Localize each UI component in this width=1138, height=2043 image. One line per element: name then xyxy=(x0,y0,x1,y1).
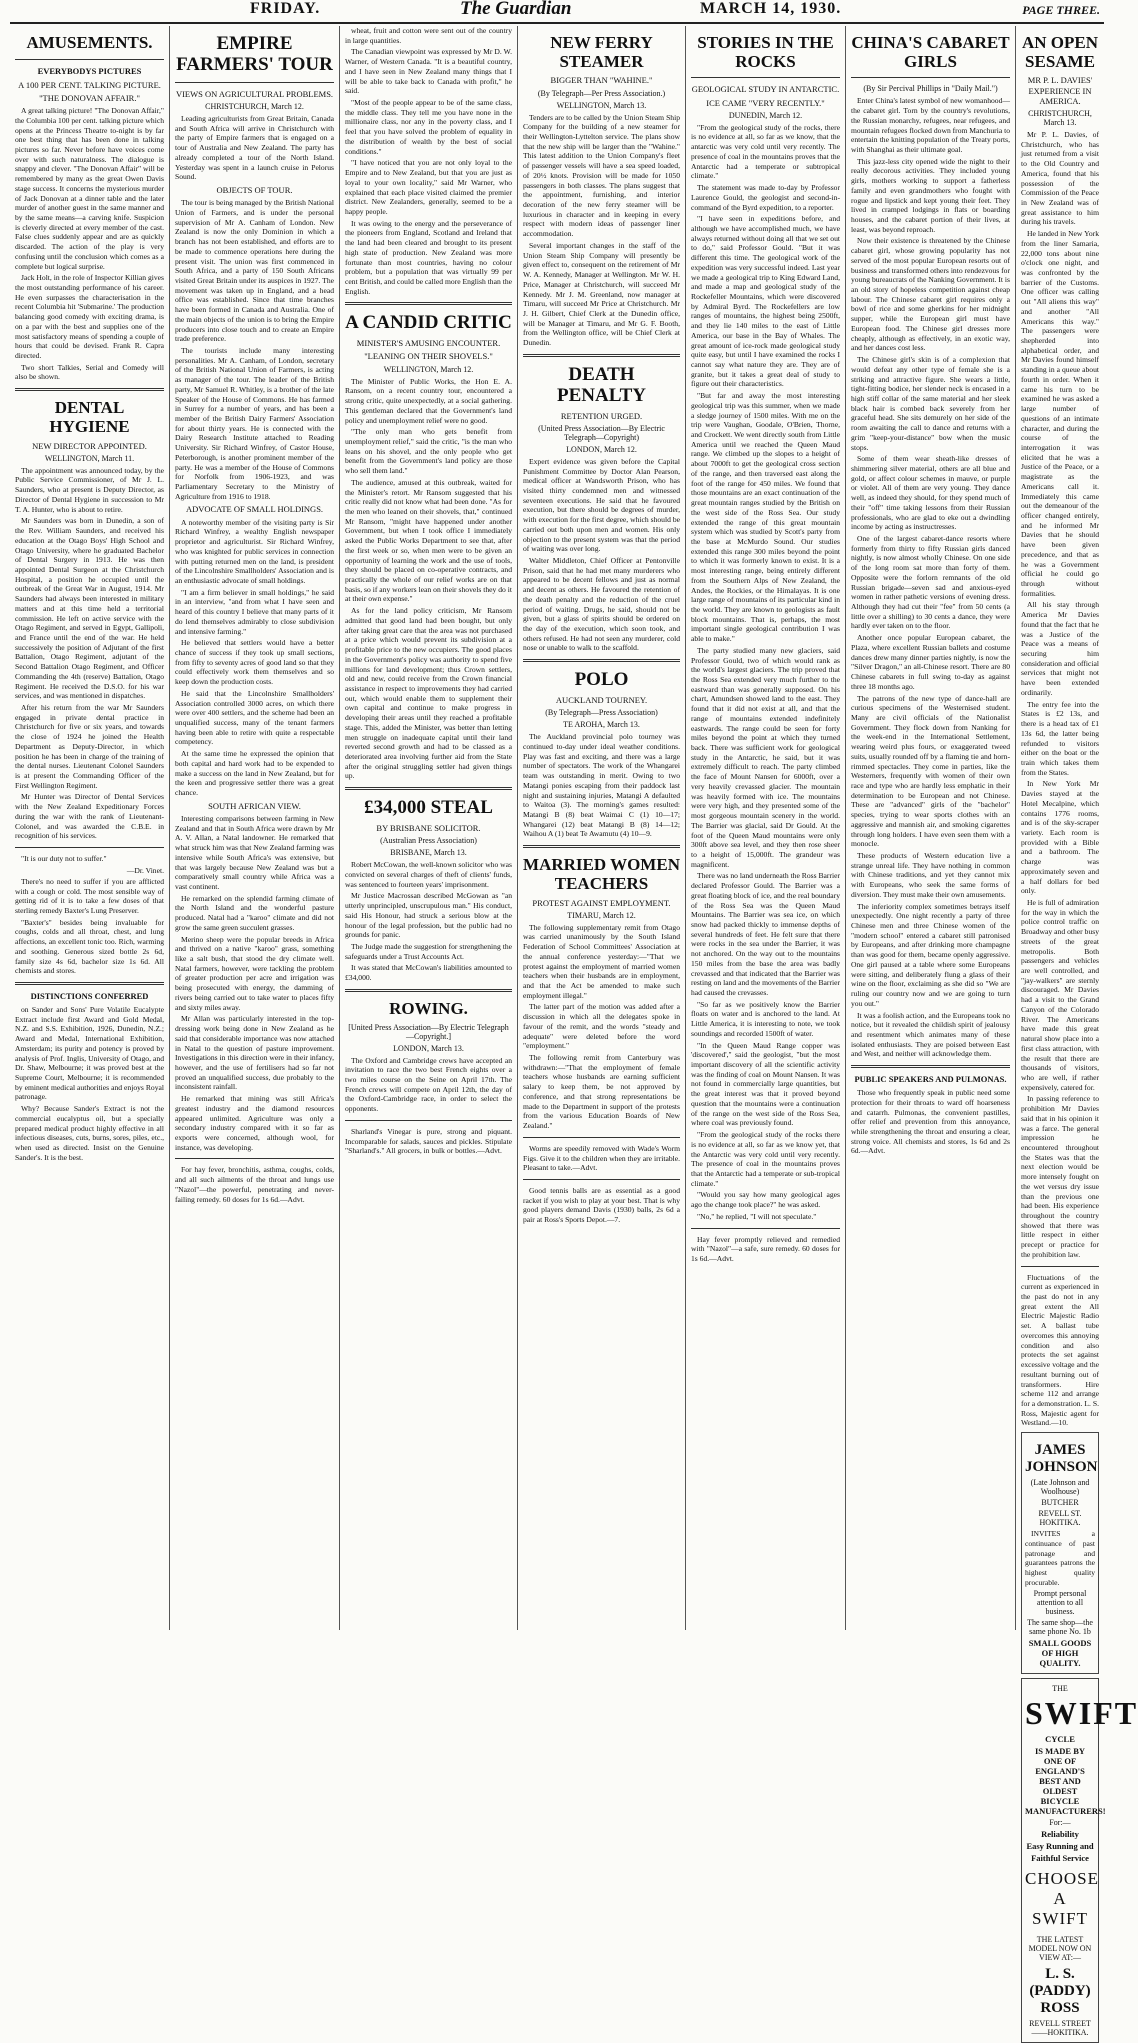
article-dateline: CHRISTCHURCH, March 13. xyxy=(1028,108,1092,127)
article-paragraph: The appointment was announced today, by the Public Service Commissioner, of Mr J. L. Saunders, who at present is Deputy Director, as Director of Dental Hygiene in succession to Mr T. A. Hunter, who is about to retire. xyxy=(15,465,164,514)
article-paragraph: The Oxford and Cambridge crews have accepted an invitation to race the two best French eights over a two miles course on the Seine on April 17th. The French crews will compete on April 12th, the day of the Oxford-Cambridge race, in order to select the opponents. xyxy=(345,1055,512,1114)
article-dateline: TE AROHA, March 13. xyxy=(563,720,640,730)
article-headline: A CANDID CRITIC xyxy=(345,312,512,334)
article-headline: CHINA'S CABARET GIRLS xyxy=(851,33,1010,71)
article-paragraph: In passing reference to prohibition Mr Davies said that in his opinion it was a farce. The general impression he encountered throughout the States was that the next election would be more intensely fought on the wet versus dry issue than the previous one had been. His experience throughout the country showed that there was little respect in either precept or practice for the prohibition law. xyxy=(1021,1094,1099,1259)
advertisement-paragraph: Those who frequently speak in public need some protection for their throats to ward off hoarseness and catarrh. Pulmonas, the convenient pastilles, offer relief and prevention from this annoyance, while strengthening the throat and ensuring a clear, strong voice. All chemists and stores, 1s 6d and 2s 6d.—Advt. xyxy=(851,1088,1010,1156)
article-dateline: DUNEDIN, March 12. xyxy=(728,110,803,120)
article-paragraph: Mr Allan was particularly interested in the top-dressing work being done in New Zealand as he said that considerable importance was now attached in Natal to the question of pasture improvement. Investigations in this direction were in their infancy, however, and the use of fertilisers had so far not proved an unqualified success, due probably to the inconsistent rainfall. xyxy=(175,1014,334,1092)
article-paragraph: Tenders are to be called by the Union Steam Ship Company for the building of a new steamer for their Wellington-Lyttelton service. The plans show that the new ship will be larger than the "Wahine." This latest addition to the Union Company's fleet of passenger vessels will have a sea speed loaded, of 20½ knots. Provision will be made for 1050 passengers in both classes. The plans suggest that the appointment, furnishing, and interior decoration of the new ferry steamer will be luxurious in character and in keeping in every respect with modern ideas of passenger liner accommodation. xyxy=(523,112,680,239)
advertisement-paragraph: Good tennis balls are as essential as a good racket if you wish to play at your best. That is why good players demand Davis (1930) balls, 2s 6d a pair at Ross's Sports Depot.—7. xyxy=(523,1185,680,1225)
article-paragraph: Mr Hunter was Director of Dental Services with the New Zealand Expeditionary Forces during the war with the rank of Lieutenant-Colonel, and was awarded the C.B.E. in recognition of his services. xyxy=(15,792,164,841)
article-paragraph: Walter Middleton, Chief Officer at Pentonville Prison, said that he had met many murderers who appeared to be decent fellows and just as normal and decent as others. He favoured the retention of the death penalty and the reduction of the cruel period of waiting. Drugs, he said, should not be given, but a glass of spirits should be ordered on the day of the execution, which soon took, and others refused. He had not seen any murderer, cold nose or unable to walk to the scaffold. xyxy=(523,555,680,653)
article-headline: MARRIED WOMEN TEACHERS xyxy=(523,855,680,893)
article-dateline: CHRISTCHURCH, March 12. xyxy=(205,101,304,111)
advertisement-paragraph: INVITES a continuance of past patronage and guarantees patrons the highest quality procurable. xyxy=(1025,1529,1095,1587)
article-credit: (By Sir Percival Phillips in "Daily Mail.") xyxy=(863,84,998,94)
article-paragraph: "From the geological study of the rocks there is no evidence at all, so far as we know yet, that the Antarctic was very cold until very recently. The presence of coal in the mountains proves that the Antarctic had a temperate or sub-tropical climate." xyxy=(691,1130,840,1188)
article-dateline: WELLINGTON, March 13. xyxy=(556,100,647,110)
column-3 xyxy=(340,26,518,1630)
article-paragraph: He landed in New York from the liner Samaria, 22,000 tons about nine o'clock one night, and was confronted by the barrier of the Customs. One officer was calling out "All aliens this way" and another "All Americans this way." The passengers were shepherded into alphabetical order, and Mr Davies found himself standing in a queue about fourth in order. When it came his turn to be examined he was asked a large number of questions of an intimate character, and during the course of the interrogation it was elicited that he was a Justice of the Peace, or a magistrate as the Americans call it. Immediately this came out the demeanour of the officer changed entirely, and he informed Mr Davies that he should have been given precedence, and that as he was a Government official he could go through without formalities. xyxy=(1021,229,1099,598)
advertisement-paragraph: Worms are speedily removed with Wade's Worm Figs. Give it to the children when they are irritable. Pleasant to take.—Advt. xyxy=(523,1143,680,1173)
article-paragraph: The entry fee into the States is £2 13s, and there is a head tax of £1 13s 6d, the latter being refunded to visitors either on the boat or the train which takes them from the States. xyxy=(1021,699,1099,777)
article-paragraph: The tourists include many interesting personalities. Mr A. Canham, of London, secretary of the British National Union of Farmers, is acting as manager of the tour. The leader of the British party, Mr Samuel R. Whitley, is a brother of the late Speaker of the House of Commons. He has farmed in Surrey for a number of years, and has been a member of the British Dairy Farmers' Association for about thirty years. He is connected with the Dairy Research Institute attached to Reading University. Sir Richard Winfrey, of Castor House, Peterborough, is another prominent member of the party. He was a member of the House of Commons for Norfolk from 1906-1923, and was Parliamentary Secretary to the Ministry of Agriculture from 1916 to 1918. xyxy=(175,345,334,501)
article-paragraph: Robert McCowan, the well-known solicitor who was convicted on several charges of theft of clients' funds, was sentenced to fourteen years' imprisonment. xyxy=(345,860,512,889)
article-paragraph: "The only man who gets benefit from unemployment relief," said the critic, "is the man who leans on his shovel, and the only people who get benefit from the Government's land policy are those who sell them land." xyxy=(345,427,512,476)
advertisement-line: Prompt personal attention to all business. xyxy=(1033,1589,1087,1617)
article-paragraph: The inferiority complex sometimes betrays itself unexpectedly. One night recently a party of three Chinese men and three Chinese women of the "modern school" entered a cabaret still patronised by Europeans, and after drinking more champagne than was good for them, became openly aggressive. One girl paused at a table where some Europeans were sitting, and deliberately flung a glass of their wine on the floor, exclaiming as she did so "We are ruling our country now and we are going to turn you out." xyxy=(851,901,1010,1008)
swift-cycle-advertisement xyxy=(1021,1678,1138,2043)
article-headline: STORIES IN THE ROCKS xyxy=(697,33,834,71)
article-paragraph: The tour is being managed by the British National Union of Farmers, and is under the personal supervision of Mr A. Canham of London. New Zealand is now the only Dominion in which a branch has not been established, and efforts are to be made to commence operations here during the present visit. The union was first commenced in South Africa, and a party of 150 South Africans visited Great Britain under its auspices in 1927. The movement was taken up in England, and a head office was established. Since that time branches have been formed in Canada and Australia. One of the main objects of the union is to bring the Empire producers into close touch and to create an Empire trade preference. xyxy=(175,198,334,344)
feature-line: Reliability xyxy=(1041,1829,1079,1840)
advertisement-paragraph: Sharland's Vinegar is pure, strong and piquant. Incomparable for salads, sauces and pickles. Stipulate "Sharland's." All grocers, in bulk or bottles.—Advt. xyxy=(345,1126,512,1156)
article-dateline: LONDON, March 13. xyxy=(393,1043,464,1053)
column-4 xyxy=(518,26,686,1630)
article-paragraph: "I am a firm believer in small holdings," he said in an interview, "and from what I have seen and heard of this country I believe that many parts of it do lend themselves admirably to close subdivision and intensive farming." xyxy=(175,587,334,636)
article-paragraph: The party studied many new glaciers, said Professor Gould, two of which would rank as the world's largest glaciers. The trip proved that the Ross Sea extended very much further to the eastward than was generally supposed. On his chart, Amundsen showed land to the east. They found that it did not exist at all, and that the range of mountains extended indefinitely eastwards. The range could be seen for forty miles beyond the point at which they turned back. There was sufficient work for geological study in the Antarctic, he said, but it was extremely difficult to reach. The party climbed the face of Mount Nansen for 6000ft, over a very heavily crevassed glacier. The mountain was heavily formed with ice. The mountains were very high, and they presented some of the most gorgeous mountain scenery in the world. The Barrier was glacial, said Dr Gould. At the foot of the Queen Maud mountains were only 300ft above sea level, and they then rose sheer to a height of 15,000ft. The grandeur was magnificent. xyxy=(691,645,840,869)
article-paragraph: After his return from the war Mr Saunders engaged in private dental practice in Christchurch for five or six years, and towards the close of 1924 he joined the Health Department as Deputy-Director, in which position he has been in charge of the training of the dental nurses. Lieutenant Colonel Saunders is at present the Commanding Officer of the First Wellington Regiment. xyxy=(15,703,164,790)
dealer-address: REVELL STREET——HOKITIKA. xyxy=(1029,2019,1091,2038)
article-paragraph: The following remit from Canterbury was withdrawn:—"That the employment of female teachers whose husbands are earning sufficient salary to keep them, be not approved by conference, and that strong representations be made to the Department in support of the protests from the various Education Boards of New Zealand." xyxy=(523,1053,680,1131)
article-headline: NEW FERRY STEAMER xyxy=(550,33,653,71)
advertiser-trade: BUTCHER xyxy=(1041,1498,1079,1508)
article-credit: (Australian Press Association) xyxy=(380,836,477,846)
advertisement-line: SMALL GOODS OF HIGH QUALITY. xyxy=(1028,1638,1092,1669)
article-paragraph: The Canadian viewpoint was expressed by Mr D. W. Warner, of Western Canada. "It is a beautiful country, and I have seen in New Zealand many things that I will be able to take back to Canada with profit," he said. xyxy=(345,47,512,96)
article-section-heading: ADVOCATE OF SMALL HOLDINGS. xyxy=(185,504,324,515)
article-paragraph: "Most of the people appear to be of the same class, the middle class. They tell me you have none in the millionaire class, nor any in the poverty class, and I feel that you have solved the problem of equality in the distribution of wealth by the best of social conditions." xyxy=(345,98,512,156)
article-section-heading: OBJECTS OF TOUR. xyxy=(216,185,293,195)
columns xyxy=(10,26,1138,2038)
butcher-advertisement xyxy=(1021,1432,1099,1674)
article-subheading: RETENTION URGED. xyxy=(560,410,643,421)
article-credit: (United Press Association—By Electric Telegraph—Copyright) xyxy=(538,423,665,442)
advertisement-paragraph: For hay fever, bronchitis, asthma, coughs, colds, and all such ailments of the throat and lungs use "Nazol"—the powerful, penetrating and never-failing remedy. 60 doses for 1s 6d.—Advt. xyxy=(175,1165,334,1204)
article-paragraph: Leading agriculturists from Great Britain, Canada and South Africa will arrive in Christchurch with the party of Empire farmers that is engaged on a tour of Australia and New Zealand. The party has already completed a tour of the North Island. Yesterday was spent in a launch cruise in Pelorus Sound. xyxy=(175,113,334,182)
article-dateline: LONDON, March 12. xyxy=(566,444,637,454)
article-paragraph: He remarked on the splendid farming climate of the North Island and the wonderful pasture produced. Natal had a "karoo" climate and did not grow the same green succulent grasses. xyxy=(175,893,334,932)
article-headline: ROWING. xyxy=(389,998,468,1018)
article-paragraph: He believed that settlers would have a better chance of success if they took up small sections, from fifty to seventy acres of good land so that they could effectively work them themselves and so keep down the production costs. xyxy=(175,638,334,687)
article-paragraph: Enter China's latest symbol of new womanhood—the cabaret girl. Torn by the country's revolutions, the Russian monarchy, refugees, near refugees, and mountain refugees flocked down from Manchuria to entertain the knitting population of the Treaty ports, with Shanghai as their ultimate goal. xyxy=(851,96,1010,154)
article-paragraph: Another once popular European cabaret, the Plaza, where excellent Russian ballets and costume dances drew many dinner parties nightly, is now the "Silver Dragon," an all-Chinese resort. There are 80 Chinese cabarets in full swing to-day as against three 18 months ago. xyxy=(851,633,1010,691)
article-paragraph: Jack Holt, in the role of Inspector Killian gives the most outstanding performance of his career. He even surpasses the characterisation in the recent Columbia hit 'Submarine.' The production balancing good comedy with exciting drama, is on a par with the best and supplies one of the most satisfactory means of spending a couple of hours that could be devised. Frank R. Capra directed. xyxy=(15,273,164,361)
article-headline: POLO xyxy=(574,669,629,691)
article-paragraph: Expert evidence was given before the Capital Punishment Committee by Doctor Alan Pearson, medical officer at Wandsworth Prison, who has visited thirty condemned men and witnessed seventeen executions. He said that he favoured execution, but there should be degrees of murder, with execution for the first degree, which should be carried out both upon men and women. His only objection to the present system was that the period of waiting was over long. xyxy=(523,456,680,554)
article-paragraph: "From the geological study of the rocks, there is no evidence at all, so far as we know, that the antarctic was very cold until very recently. The presence of coal in the mountains proves that the Antarctic had a temperate or subtropical climate." xyxy=(691,122,840,181)
article-subheading: A 100 PER CENT. TALKING PICTURE. xyxy=(18,79,161,90)
article-paragraph: Mr Saunders was born in Dunedin, a son of the Rev. William Saunders, and received his education at the Otago Boys' High School and Otago University, where he graduated Bachelor of Dental Surgery in 1913. He was then appointed Dental Surgeon at the Christchurch Hospital, a position he occupied until the outbreak of the Great War in August, 1914. Mr Saunders had always been interested in military matters and at this time held a territorial commission. He left on active service with the Otago Regiment, and served in Egypt, Gallipoli, and France until the end of the war. He held successively the position of Adjutant of the first Battalion, Otago Regiment, adjutant of the Second Battalion Otago Regiment, and Officer Commanding the 4th (reserve) Battalion, Otago Regiment. He received the D.S.O. for his war services, and was mentioned in dispatches. xyxy=(15,516,164,701)
advertisement-paragraph: Fluctuations of the current as experienced in the past do not in any great extent the All Electric Majestic Radio set. A ballast tube overcomes this annoying condition and also protects the set against excessive voltage and the resultant burning out of transformers. Hire scheme 112 and arrange for a demonstration. L. S. Ross, Majestic agent for Westland.—10. xyxy=(1021,1272,1099,1428)
article-paragraph: He remarked that mining was still Africa's greatest industry and the diamond resources appeared unlimited. Agriculture was only a secondary industry compared with it so far as exports were concerned, although wool, for instance, was developing. xyxy=(175,1094,334,1152)
article-subheading: EVERYBODYS PICTURES xyxy=(37,65,142,76)
advertisement-paragraph: There's no need to suffer if you are afflicted with a cough or cold. The most sensible way of getting rid of it is to take a few doses of that sterling remedy Baxter's Lung Preserver. xyxy=(15,876,164,915)
article-subheading: VIEWS ON AGRICULTURAL PROBLEMS. xyxy=(175,88,334,99)
article-subheading: "LEANING ON THEIR SHOVELS." xyxy=(364,351,493,362)
masthead-date: MARCH 14, 1930. xyxy=(700,0,842,17)
article-paragraph: The audience, amused at this outbreak, waited for the Minister's retort. Mr Ransom suggested that his critic really did not know what had been done. "As for the men who leaned on their shovels, that," continued Mr Ransom, "might have happened under another Government, but when I took office I immediately asked the Public Works Department to see that, after the first week or so, when men were to be given an opportunity of learning the work and the use of tools, they should be placed on co-operative contracts, and practically the whole of our relief works are on that basis, so if any workers lean on their shovels they do it at their own expense." xyxy=(345,477,512,604)
feature-line: Faithful Service xyxy=(1031,1853,1089,1864)
article-headline: DENTAL HYGIENE xyxy=(49,398,130,436)
article-paragraph: Some of them wear sheath-like dresses of shimmering silver material, others are all blue and gold, or affect colour schemes in mauve, or purple or violet. All of them are very young. They dance well, as indeed they should, for they spend much of their "off" time taking lessons from their Russian professionals, who are glad to eke out a dwindling income by acting as instructresses. xyxy=(851,454,1010,532)
advertisement-headline: DISTINCTIONS CONFERRED xyxy=(30,990,149,1001)
quote: "It is our duty not to suffer." xyxy=(21,854,107,864)
article-headline: EMPIRE FARMERS' TOUR xyxy=(176,33,333,75)
column-1 xyxy=(10,26,170,1630)
quote-attribution: —Dr. Vinet. xyxy=(126,865,164,875)
article-paragraph: The Minister of Public Works, the Hon E. A. Ransom, on a recent country tour, encountered a strong critic, quite unexpectedly, at a social gathering. This gentleman declared that the Government's land policy and unemployment relief were no good. xyxy=(345,376,512,425)
article-paragraph: The Chinese girl's skin is of a complexion that would defeat any other type of female she is a striking and attractive figure. She wears a little, tight-fitting bodice, her slender neck is encased in a high stiff collar of the same material and her sleek black hair is combed back severely from her graceful head. She sits demurely on her side of the room awaiting the call to dance and returns with a grim "keep-your-distance" bow when the music stops. xyxy=(851,355,1010,452)
article-subheading: MR P. L. DAVIES' EXPERIENCE IN AMERICA. xyxy=(1027,75,1093,106)
article-subheading: NEW DIRECTOR APPOINTED. xyxy=(32,440,147,451)
article-section-heading: SOUTH AFRICAN VIEW. xyxy=(208,800,301,811)
column-2 xyxy=(170,26,340,1630)
advertisement-slogan: CHOOSE A SWIFT xyxy=(1025,1869,1100,1929)
masthead-title: The Guardian xyxy=(460,0,572,19)
article-paragraph: "In the Queen Maud Range copper was 'discovered'," said the geologist, "but the most important discovery of all the scientific activity was the finding of coal on Mount Nansen. It was not found in commercially large quantities, but the great interest was that it proved beyond question that the mountains were a continuation of the range on the west side of the Ross Sea, where coal was previously found. xyxy=(691,1040,840,1128)
article-paragraph: In New York Mr Davies stayed at the Hotel Mecalpine, which contains 1776 rooms, and is of the sky-scraper variety. Each room is provided with a Bible and a bathroom. The charge was approximately seven and a half dollars for bed only. xyxy=(1021,779,1099,896)
article-paragraph: It was a foolish action, and the Europeans took no notice, but it revealed the childish spirit of jealousy and resentment which animates many of these isolated enthusiasts. They are poised between East and West, and neither will acknowledge them. xyxy=(851,1010,1010,1059)
feature-line: Easy Running and xyxy=(1026,1841,1094,1852)
article-paragraph: Merino sheep were the popular breeds in Africa and thrived on a native "karoo" grass, something like a salt bush, that stood the dry climate well. Natal farmers, however, were tackling the problem of greater production per acre and irrigation was being prosecuted with energy, the damming of rivers being carried out to take water to places fifty and sixty miles away. xyxy=(175,934,334,1012)
article-paragraph: He said that the Lincolnshire Smallholders' Association controlled 3000 acres, on which there were over 400 settlers, and the scheme had been an unqualified success, many of the tenant farmers having been able to retire with quite a respectable competency. xyxy=(175,688,334,747)
brand-name: SWIFT xyxy=(1025,1695,1138,1732)
article-subheading: AUCKLAND TOURNEY. xyxy=(555,695,648,706)
article-paragraph: "I have noticed that you are not only loyal to the Empire and to New Zealand, but that you are just as loyal to your own locality," said Mr Warner, who explained that each place visited claimed the premier district. New Zealanders, generally, seemed to be a happy people. xyxy=(345,158,512,216)
advertisement-line: THE xyxy=(1052,1684,1068,1694)
article-subheading: "THE DONOVAN AFFAIR." xyxy=(39,92,140,103)
advertisement-paragraph: Hay fever promptly relieved and remedied with "Nazol"—a safe, sure remedy. 60 doses for 1s 6d.—Advt. xyxy=(691,1234,840,1263)
article-paragraph: "Would you say how many geological ages ago the change took place?" he was asked. xyxy=(691,1190,840,1210)
article-subheading: GEOLOGICAL STUDY IN ANTARCTIC. xyxy=(691,84,840,95)
article-paragraph: The latter part of the motion was added after a discussion in which all the delegates spoke in favour of the remit, and the words "steady and adequate" were deleted before the word "employment." xyxy=(523,1002,680,1051)
article-credit: [United Press Association—By Electric Telegraph—Copyright.] xyxy=(348,1022,509,1041)
article-paragraph: Mr Justice Macrossan described McGowan as "an utterly unprincipled, unscrupulous man." His conduct, said His Honour, had struck a serious blow at the honour of the legal profession, but the public had no grounds for panic. xyxy=(345,891,512,940)
article-paragraph: This jazz-less city opened wide the night to their really decorous activities. They included young girls, mothers working to support a fatherless family and even grandmothers who fought with rogue and lipstick and kept young their feet. They lived in cramped lodgings in flats or boarding houses, and the cabaret portion of their lives, at least, was beyond reproach. xyxy=(851,156,1010,234)
article-dateline: WELLINGTON, March 11. xyxy=(44,453,135,463)
advertisement-headline: PUBLIC SPEAKERS AND PULMONAS. xyxy=(854,1074,1007,1085)
article-dateline: BRISBANE, March 13. xyxy=(390,848,467,858)
article-paragraph: Two short Talkies, Serial and Comedy will also be shown. xyxy=(15,362,164,382)
advertiser-former-name: (Late Johnson and Woolhouse) xyxy=(1030,1478,1090,1497)
advertisement-line: THE LATEST MODEL NOW ON VIEW AT:— xyxy=(1028,1935,1092,1963)
advertiser-address: REVELL ST. HOKITIKA. xyxy=(1038,1509,1082,1528)
article-paragraph: It was owing to the energy and the perseverance of the pioneers from England, Scotland and Ireland that the land had been cleared and brought to its present high state of production. New Zealand was more fortunate than most countries, having no colour problem, but a population that was virtually 99 per cent British, and could be called more English than the English. xyxy=(345,218,512,296)
article-subheading: BIGGER THAN "WAHINE." xyxy=(550,75,653,86)
article-paragraph: Several important changes in the staff of the Union Steam Ship Company will presently be given effect to, consequent on the retirement of Mr W. A. Kennedy, Manager at Wellington. Mr W. H. Price, Manager at Christchurch, will succeed Mr Kennedy. Mr J. M. Greenland, now manager at Timaru, will succeed Mr Price at Christchurch. Mr J. H. Gilbert, Chief Clerk at the Dunedin office, will be Manager at Timaru, and Mr G. F. Booth, from the Wellington office, will be Chief Clerk at Dunedin. xyxy=(523,240,680,348)
article-paragraph: wheat, fruit and cotton were sent out of the country in large quantities. xyxy=(345,26,512,45)
masthead xyxy=(10,0,1104,24)
article-headline: AN OPEN SESAME xyxy=(1021,33,1099,71)
advertisement-line: The same shop—the same phone No. 1b xyxy=(1027,1618,1093,1637)
masthead-page-number: PAGE THREE. xyxy=(1022,3,1100,17)
article-paragraph: As for the land policy criticism, Mr Ransom admitted that good land had been bought, but only after taking great care that the area was not purchased at a price which would prevent its subdivision at a profitable price to the new occupiers. The good places in the Government's policy was authority to spend five millions for land development; thus Crown settlers, old and new, could receive from the Crown financial assistance in respect to improvements they had carried out, which would enable them to supplement their own capital and continue to make progress in developing their areas until they reached a profitable stage. This, added the Minister, was better than letting men struggle on inadequate capital until their land reverted second growth and had to be classed as a deteriorated area involving further aid from the State after the original struggling settler had given things up. xyxy=(345,606,512,781)
advertisement-paragraph: "Baxter's" besides being invaluable for coughs, colds and all throat, chest, and lung affections, an excellent tonic too. Rich, warming and soothing. Generous sized bottle 2s 6d, family size 4s 6d, bachelor size 1s 6d. All chemists and stores. xyxy=(15,917,164,976)
advertisement-paragraph: on Sander and Sons' Pure Volatile Eucalypte Extract include first Award and Gold Medal, N.Z. and S.S. Exhibition, 1926, Dunedin, N.Z.; Award and Medal, International Exhibition, Amsterdam; its purity and potency is proved by analysis of Prof. Inglis, University of Otago, and Dr. Shaw, Melbourne; it was proved best at the Supreme Court, Melbourne; it is recommended by eminent medical authorities and enjoys Royal patronage. xyxy=(15,1004,164,1102)
advertisement-line: IS MADE BY ONE OF ENGLAND'S BEST AND OLDEST BICYCLE MANUFACTURERS! xyxy=(1025,1746,1106,1817)
article-paragraph: These products of Western education live a strange unreal life. They have nothing in common with Chinese traditions, and yet they cannot mix with Europeans, who seek the same forms of diversion. They must make their own amusements. xyxy=(851,851,1010,899)
article-paragraph: At the same time he expressed the opinion that both capital and hard work had to be expended to make a success on the land in New Zealand, but for the keen and progressive settler there was a great chance. xyxy=(175,749,334,798)
article-credit: (By Telegraph—Press Association) xyxy=(545,708,658,718)
article-paragraph: He is full of admiration for the way in which the police control traffic on Broadway and other busy streets of the great metropolis. Both passengers and vehicles are well controlled, and "jay-walkers" are sternly discouraged. Mr Davies had a visit to the Grand Canyon of the Colorado River. The Americans have made this great natural show place into a first class attraction, with the result that there are thousands of visitors, who are well, if rather expensively, catered for. xyxy=(1021,898,1099,1092)
article-dateline: WELLINGTON, March 12. xyxy=(383,364,474,374)
article-paragraph: Now their existence is threatened by the Chinese cabaret girl, whose growing popularity has not served of the most popular European resorts out of business and transformed others into rendezvous for young bureaucrats of the Nanking Government. It is an old story of hopeless competition against cheap labour. The Chinese cabaret girl requires only a bowl of rice and some gherkins for her midnight supper, while the European girl must have European food. The Chinese girl dresses more cheaply, although as effectively, in an exotic way, and her dances cost less. xyxy=(851,236,1010,353)
article-headline: £34,000 STEAL xyxy=(364,797,493,819)
advertiser-name: JAMES JOHNSON xyxy=(1025,1442,1098,1476)
article-paragraph: "So far as we positively know the Barrier floats on water and is anchored to the land. At Little America, it is interesting to note, we took soundings and recorded 1500ft of water. xyxy=(691,999,840,1038)
article-subheading: BY BRISBANE SOLICITOR. xyxy=(376,823,481,834)
article-paragraph: "But far and away the most interesting geological trip was this summer, when we made a sledge journey of 1500 miles. With me on the trip were Vaughan, Goodale, O'Brien, Thorne, and Crockett. We went directly south from Little America until we reached the Queen Maud range. We climbed up the slopes to a height of about 7000ft to get the geological cross section of the range, and then traversed east along the foot of the range for 450 miles. We found that those mountains are an exact continuation of the great mountain ranges studied by the British on the west side of the Ross Sea. Our study extended the range of this great mountain system which was studied by Scott's party from the base at McMurdo Sound. Our studies extended this range 300 miles beyond the point to which it was formerly known to exist. It is a most interesting range, being entirely different from the Southern Alps of New Zealand, the Andes, the Rockies, or the Himalayas. It is one large range of mountains of its particular kind in the world. They are known to geologists as fault block mountains. That is, perhaps, the most important single geological contribution I was able to make." xyxy=(691,391,840,644)
advertisement-line: For:— xyxy=(1049,1818,1071,1828)
article-subheading: ICE CAME "VERY RECENTLY." xyxy=(706,97,825,108)
article-dateline: TIMARU, March 12. xyxy=(567,910,636,920)
dealer-name: L. S. (PADDY) ROSS xyxy=(1029,1966,1091,2017)
advertisement-paragraph: Why? Because Sander's Extract is not the commercial eucalyptus oil, but a specially prepared medical product highly effective in all infectious diseases, cuts, burns, sores, piles, etc., when used as directed. Insist on the Genuine Sander's. It is the best. xyxy=(15,1104,164,1162)
article-credit: (By Telegraph—Per Press Association.) xyxy=(537,88,666,98)
article-paragraph: Mr P. L. Davies, of Christchurch, who has just returned from a visit to the Old Country and America, found that his possession of the Commission of the Peace in New Zealand was of great assistance to him during his travels. xyxy=(1021,129,1099,227)
article-paragraph: The patrons of the new type of dance-hall are curious specimens of the Westernised student. Many are civil officials of the Nationalist Government. They flock down from Nanking for the week-end in the International Settlement, wearing weird plus fours, or exaggerated tweed suits, usually rounded off by a flaming tie and horn-rimmed spectacles. They come in parties, like the Westerners, frequently with women of their own race and type who are hardly less emphatic in their determination to be European and not Chinese. These are "advanced" girls of the "bachelor" species, trying to wear sports clothes with an aggressive and mannish air, and smoking cigarettes through long holders. I have even seen them with a monocle. xyxy=(851,693,1010,849)
article-paragraph: One of the largest cabaret-dance resorts where formerly from thirty to fifty Russian girls danced nightly, is now almost wholly Chinese. On one side of the long room sat more than forty of them. Opposite were the forlorn remnants of the old Russian brigade—seven sad and anxious-eyed women in rather pathetic versions of evening dress. Although they had cut their "fee" from 50 cents (a little over a shilling) to 30 cents a dance, they were hardly ever taken on to the floor. xyxy=(851,534,1010,631)
column-7 xyxy=(1016,26,1138,2038)
column-6 xyxy=(846,26,1016,1630)
article-paragraph: A great talking picture! "The Donovan Affair," the Columbia 100 per cent. talking picture which opens at the Princess Theatre to-night is by far one best thing that has been done in talking pictures so far. Never before have voices come over with such naturalness. The dialogue is snappy and clever. "The Donovan Affair" will be remembered by many as the great Owen Davis stage success. It concerns the mysterious murder of Jack Donovan at a dinner table and the later murder of another guest in the same manner and by the same means—a carving knife. Suspicion is cleverly directed at every member of the cast. False clues suddenly appear and are as quickly discarded. The action of the play is very confusing until the conclusion which comes as a complete but logical surprise. xyxy=(15,106,164,271)
article-subheading: MINISTER'S AMUSING ENCOUNTER. xyxy=(356,338,501,349)
article-subheading: PROTEST AGAINST EMPLOYMENT. xyxy=(532,897,671,908)
article-paragraph: It was stated that McCowan's liabilities amounted to £34,000. xyxy=(345,963,512,983)
masthead-day: FRIDAY. xyxy=(250,0,321,17)
article-headline: AMUSEMENTS. xyxy=(26,33,153,52)
article-paragraph: "I have seen in expeditions before, and although we have accomplished much, we have always returned without doing all that we set out to do," said Professor Gould. "But it was different this time. The geological work of the expedition was very successful indeed. Last year we made a geological trip to King Edward Land, and made a map and geological study of the Rockefeller Mountains, which were discovered by Admiral Byrd. The Rockefellers are low ranges of mountains, the highest being 2500ft, and they lie 140 miles to the east of Little America, our base in the Bay of Whales. The great amount of ice-rock made geological study quite easy, but until I have examined the rocks I cannot say what nature they are. They are of granite, but it takes a great deal of study to figure out their characteristics. xyxy=(691,214,840,389)
article-paragraph: "No," he replied, "I will not speculate." xyxy=(697,1211,817,1221)
article-paragraph: The statement was made to-day by Professor Laurence Gould, the geologist and second-in-command of the Byrd expedition, to a reporter. xyxy=(691,183,840,212)
column-5 xyxy=(686,26,846,1630)
article-paragraph: A noteworthy member of the visiting party is Sir Richard Winfrey, a wealthy English newspaper proprietor and agriculturist. Sir Richard Winfrey, who was knighted for public services in connection with putting returned men on the land, is president of the Lincolnshire Smallholders' Association and is an enthusiastic advocate of small holdings. xyxy=(175,517,334,585)
article-paragraph: There was no land underneath the Ross Barrier declared Professor Gould. The Barrier was a great floating block of ice, and the real boundary of the Ross Sea was the Queen Maud Mountains. The Barrier was sea ice, on which snow had packed thickly to immense depths of several hundreds of feet. He felt sure that there were rocks in the sea under the Barrier, it was not anchored. On the way out to the mountains 150 miles from the base the area was badly crevassed and that indicated that the Barrier was resting on land and the movements of the Barrier had caused the crevasses. xyxy=(691,871,840,997)
article-paragraph: The Judge made the suggestion for strengthening the safeguards under a Trust Accounts Act. xyxy=(345,941,512,961)
article-headline: DEATH PENALTY xyxy=(556,363,647,406)
product-name: CYCLE xyxy=(1045,1734,1075,1745)
article-paragraph: All his stay through America Mr Davies found that the fact that he was a Justice of the Peace was a means of securing him consideration and official services that might not have been extended ordinarily. xyxy=(1021,600,1099,697)
article-paragraph: The Auckland provincial polo tourney was continued to-day under ideal weather conditions. Play was fast and exciting, and there was a large number of spectators. The work of the Whangarei team was outstanding in merit. Owing to two Matangi ponies escaping from their paddock last night and sustaining injuries, Matangi A defaulted to Waitoa (3). The morning's games resulted: Matangi B (8) beat Waimai C (1) 10—17; Whangarei (12) beat Matangi B (8) 14—12; Waihou A (1) beat Te Awamutu (4) 10—9. xyxy=(523,732,680,839)
article-paragraph: Interesting comparisons between farming in New Zealand and that in South Africa were drawn by Mr A. V. Allan, a Natal landowner. He remarked that what struck him was that New Zealand farming was intensive while South Africa's was extensive, but that was largely because New Zealand was but a comparatively small country while Africa was a vast continent. xyxy=(175,813,334,891)
article-paragraph: The following supplementary remit from Otago was carried unanimously by the South Island Federation of School Committees' Association at the annual conference yesterday:—"That we protest against the employment of married women teachers when their husbands are in employment, and that the Act be amended to make such employment illegal." xyxy=(523,922,680,1000)
